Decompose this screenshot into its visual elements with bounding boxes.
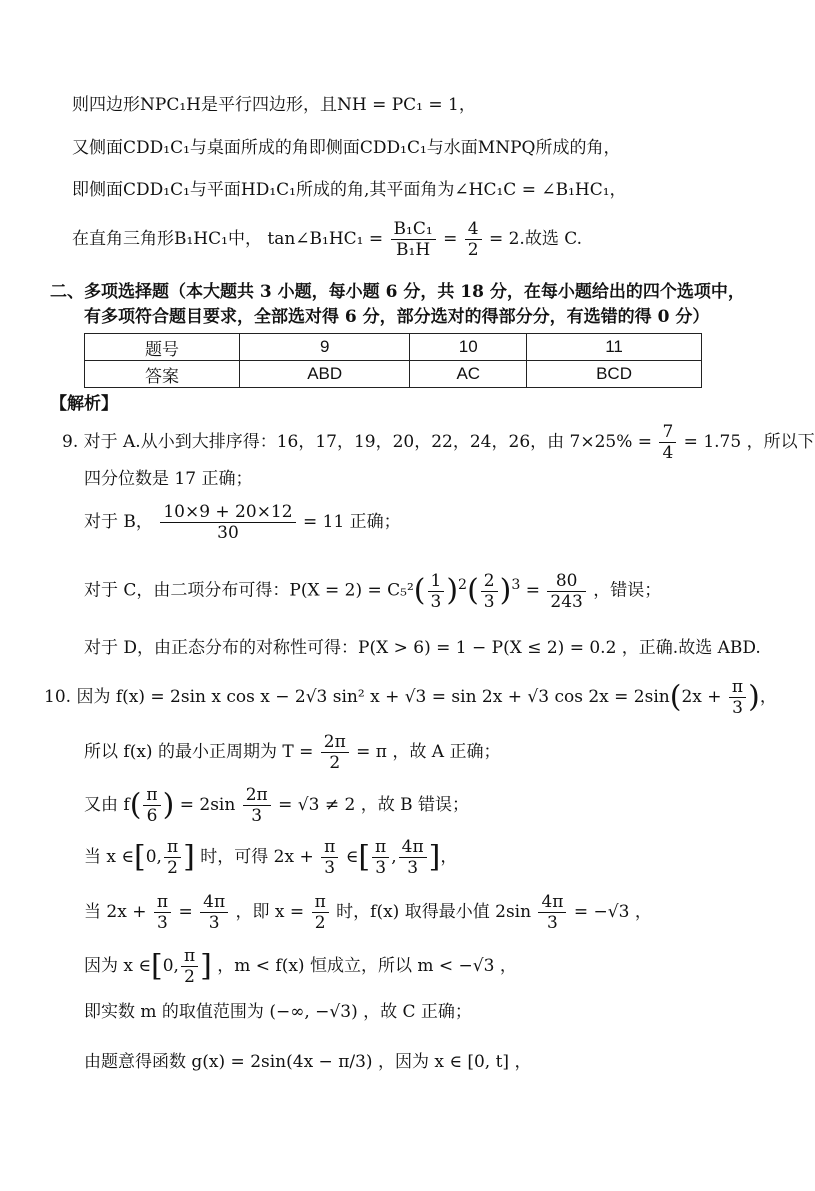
table-cell: 答案	[85, 361, 240, 388]
table-cell: 11	[527, 334, 702, 361]
q10-line-g: 即实数 m 的取值范围为 (−∞, −√3) ，故 C 正确；	[84, 1002, 472, 1022]
q9-line-b: 四分位数是 17 正确；	[84, 469, 253, 489]
q9-line-e: 对于 D，由正态分布的对称性可得：P(X > 6) = 1 − P(X ≤ 2) = 0.2 ，正确.故选 ABD.	[84, 638, 761, 658]
q10-line-c: 又由 f( $\frac{\pi}{6}$ ) = 2sin $\frac{2\pi}{3}$ = √3 ≠ 2 ，故 B 错误；	[84, 785, 469, 826]
line-4-text: 在直角三角形B₁HC₁中， tan∠B₁HC₁ =	[72, 229, 384, 249]
line-4-end: = 2.故选 C.	[488, 229, 583, 249]
table-cell: AC	[410, 361, 527, 388]
fraction-2pi-over-3: $\frac{2\pi}{3}$	[243, 785, 271, 826]
table-cell: ABD	[240, 361, 410, 388]
analysis-label: 【解析】	[50, 394, 118, 414]
section-2-heading-cont: 有多项符合题目要求，全部选对得 6 分，部分选对的得部分分，有选错的得 0 分）	[84, 307, 710, 327]
fraction-80-over-243: $\frac{80}{243}$	[547, 571, 585, 612]
q9-line-c: 对于 B， $\frac{10\times 9 + 20\times 12}{30}$ = 11 正确；	[84, 502, 401, 543]
fraction-pi-over-6: $\frac{\pi}{6}$	[143, 785, 160, 826]
table-cell: 9	[240, 334, 410, 361]
line-4: 在直角三角形B₁HC₁中， tan∠B₁HC₁ = $\frac{\text{B₁C₁}}{\text{B₁H}}$ = $\frac{4}{2}$ = 2.故选 C.	[72, 219, 583, 260]
q9-line-d: 对于 C，由二项分布可得：P(X = 2) = C₅²( $\frac{1}{3}$ )$^2$( $\frac{2}{3}$ )$^3$ = $\frac{80}{243}$ ，错误；	[84, 570, 662, 612]
q10-line-e: 当 2x + $\frac{\pi}{3}$ = $\frac{4\pi}{3}$ ，即 x = $\frac{\pi}{2}$ 时，f(x) 取得最小值 2sin $\frac{4\pi}{3}$ = −√3 ，	[84, 892, 652, 933]
line-1: 则四边形NPC₁H是平行四边形，且NH = PC₁ = 1，	[72, 95, 476, 115]
q9-line-a: 9. 对于 A.从小到大排序得：16，17，19，20，22，24，26，由 7×25% = $\frac{7}{4}$ = 1.75 ，所以下	[62, 422, 815, 463]
line-3: 即侧面CDD₁C₁与平面HD₁C₁所成的角,其平面角为∠HC₁C = ∠B₁HC₁，	[72, 180, 627, 200]
fraction-7-over-4: $\frac{7}{4}$	[659, 422, 676, 463]
q10-line-d: 当 x ∈[0, $\frac{\pi}{2}$ ] 时，可得 2x + $\frac{\pi}{3}$ ∈[ $\frac{\pi}{3}$ , $\frac{4\pi}{3}$ ]，	[84, 837, 458, 878]
table-cell: BCD	[527, 361, 702, 388]
fraction-4-over-2: $\frac{4}{2}$	[465, 219, 482, 260]
table-cell: 10	[410, 334, 527, 361]
table-header-row	[85, 334, 702, 361]
answer-table	[84, 333, 702, 388]
fraction-b: $\frac{10\times 9 + 20\times 12}{30}$	[160, 502, 295, 543]
q10-line-a: 10. 因为 f(x) = 2sin x cos x − 2√3 sin² x + √3 = sin 2x + √3 cos 2x = 2sin(2x + $\frac{\pi}{3}$ )，	[44, 677, 777, 718]
table-row	[85, 361, 702, 388]
fraction-pi-over-3: $\frac{\pi}{3}$	[729, 677, 746, 718]
q10-line-b: 所以 f(x) 的最小正周期为 T = $\frac{2\pi}{2}$ = π ，故 A 正确；	[84, 732, 501, 773]
section-2-heading: 二、多项选择题（本大题共 3 小题，每小题 6 分，共 18 分，在每小题给出的四个选项中，	[50, 282, 745, 302]
line-2: 又侧面CDD₁C₁与桌面所成的角即侧面CDD₁C₁与水面MNPQ所成的角，	[72, 138, 621, 158]
q10-line-f: 因为 x ∈[0, $\frac{\pi}{2}$ ] ，m < f(x) 恒成立，所以 m < −√3 ，	[84, 946, 517, 987]
fraction-2pi-over-2: $\frac{2\pi}{2}$	[321, 732, 349, 773]
fraction-2-over-3: $\frac{2}{3}$	[481, 571, 498, 612]
fraction-1-over-3: $\frac{1}{3}$	[428, 571, 445, 612]
q10-line-h: 由题意得函数 g(x) = 2sin(4x − π/3) ，因为 x ∈ [0, t] ，	[84, 1052, 532, 1072]
table-cell: 题号	[85, 334, 240, 361]
fraction-b1c1-over-b1h: $\frac{\text{B₁C₁}}{\text{B₁H}}$	[391, 219, 436, 260]
